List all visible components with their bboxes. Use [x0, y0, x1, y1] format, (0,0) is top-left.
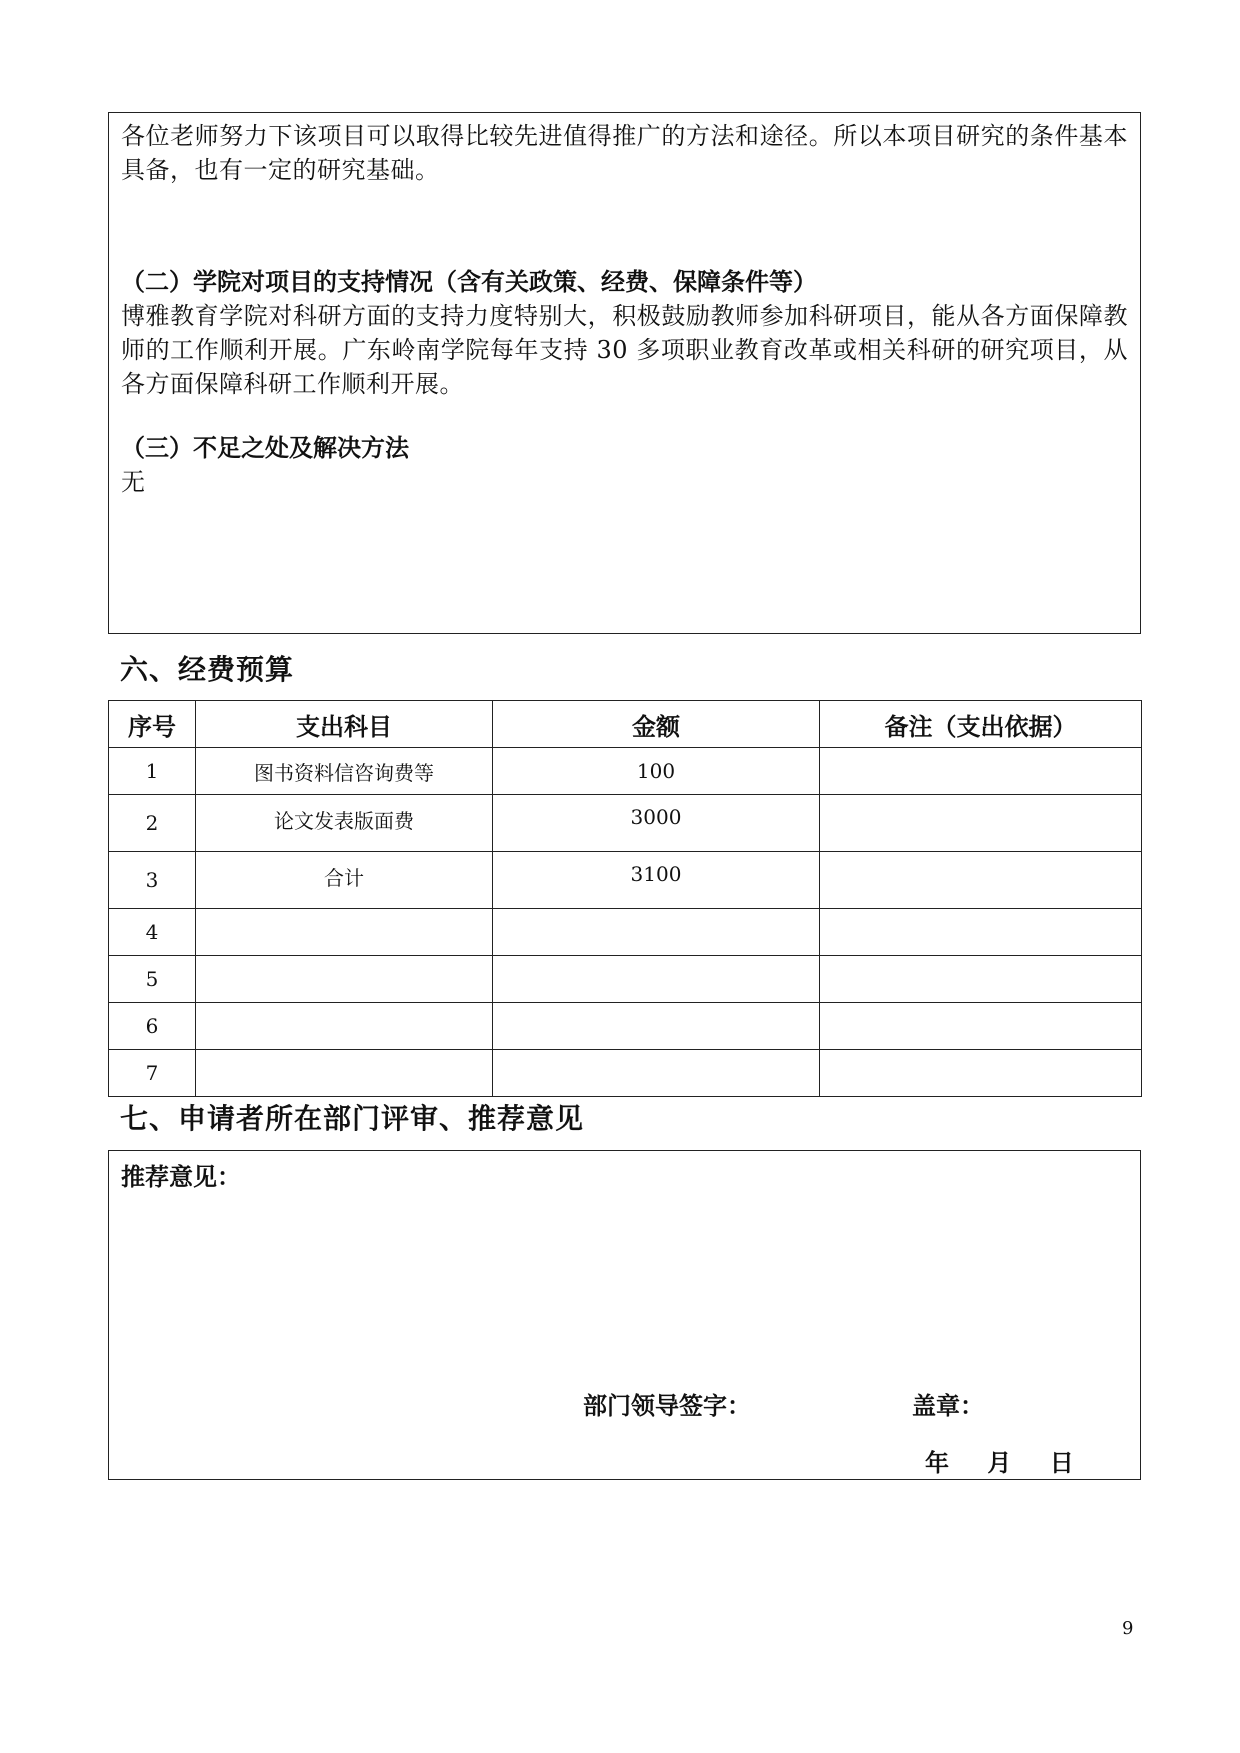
table-row	[109, 956, 1142, 1003]
leader-signature-label: 部门领导签字：	[583, 1391, 751, 1420]
budget-section-title: 六、经费预算	[120, 653, 295, 686]
header-no: 序号	[109, 701, 196, 748]
row-item	[196, 909, 493, 956]
page-number: 9	[1122, 1618, 1134, 1639]
date-line: 年 月 日	[925, 1448, 1074, 1477]
row-no: 6	[109, 1003, 196, 1050]
row-no: 3	[109, 852, 196, 909]
row-amount	[493, 1050, 820, 1097]
row-item: 论文发表版面费	[196, 795, 493, 852]
row-item: 合计	[196, 852, 493, 909]
table-row	[109, 1003, 1142, 1050]
support-paragraph: 博雅教育学院对科研方面的支持力度特别大，积极鼓励教师参加科研项目，能从各方面保障教师的工作顺利开展。广东岭南学院每年支持 30 多项职业教育改革或相关科研的研究项目，从各方面保障科研工作顺利开展。	[121, 302, 1128, 398]
shortcomings-text: 无	[121, 468, 146, 496]
support-heading: （二）学院对项目的支持情况（含有关政策、经费、保障条件等）	[121, 267, 817, 296]
review-box	[108, 1150, 1141, 1480]
row-no: 2	[109, 795, 196, 852]
seal-label: 盖章：	[912, 1391, 984, 1420]
review-section-title: 七、申请者所在部门评审、推荐意见	[120, 1102, 585, 1135]
budget-table	[108, 700, 1142, 1097]
budget-header-row	[109, 701, 1142, 748]
header-amount: 金额	[493, 701, 820, 748]
row-amount: 3100	[493, 852, 820, 909]
row-no: 4	[109, 909, 196, 956]
conditions-paragraph: 各位老师努力下该项目可以取得比较先进值得推广的方法和途径。所以本项目研究的条件基本具备，也有一定的研究基础。	[121, 122, 1128, 184]
section5-continuation-box	[108, 112, 1141, 634]
shortcomings-heading: （三）不足之处及解决方法	[121, 433, 409, 462]
row-item	[196, 956, 493, 1003]
opinion-label: 推荐意见：	[121, 1162, 241, 1191]
row-amount: 3000	[493, 795, 820, 852]
table-row	[109, 748, 1142, 795]
table-row	[109, 852, 1142, 909]
row-amount: 100	[493, 748, 820, 795]
row-note	[820, 748, 1142, 795]
row-note	[820, 852, 1142, 909]
row-no: 5	[109, 956, 196, 1003]
row-item	[196, 1050, 493, 1097]
row-note	[820, 1050, 1142, 1097]
row-item: 图书资料信咨询费等	[196, 748, 493, 795]
row-note	[820, 1003, 1142, 1050]
header-item: 支出科目	[196, 701, 493, 748]
header-note: 备注（支出依据）	[820, 701, 1142, 748]
row-no: 1	[109, 748, 196, 795]
table-row	[109, 909, 1142, 956]
row-no: 7	[109, 1050, 196, 1097]
table-row	[109, 795, 1142, 852]
row-note	[820, 795, 1142, 852]
row-amount	[493, 1003, 820, 1050]
row-amount	[493, 956, 820, 1003]
row-note	[820, 909, 1142, 956]
row-note	[820, 956, 1142, 1003]
row-amount	[493, 909, 820, 956]
table-row	[109, 1050, 1142, 1097]
row-item	[196, 1003, 493, 1050]
